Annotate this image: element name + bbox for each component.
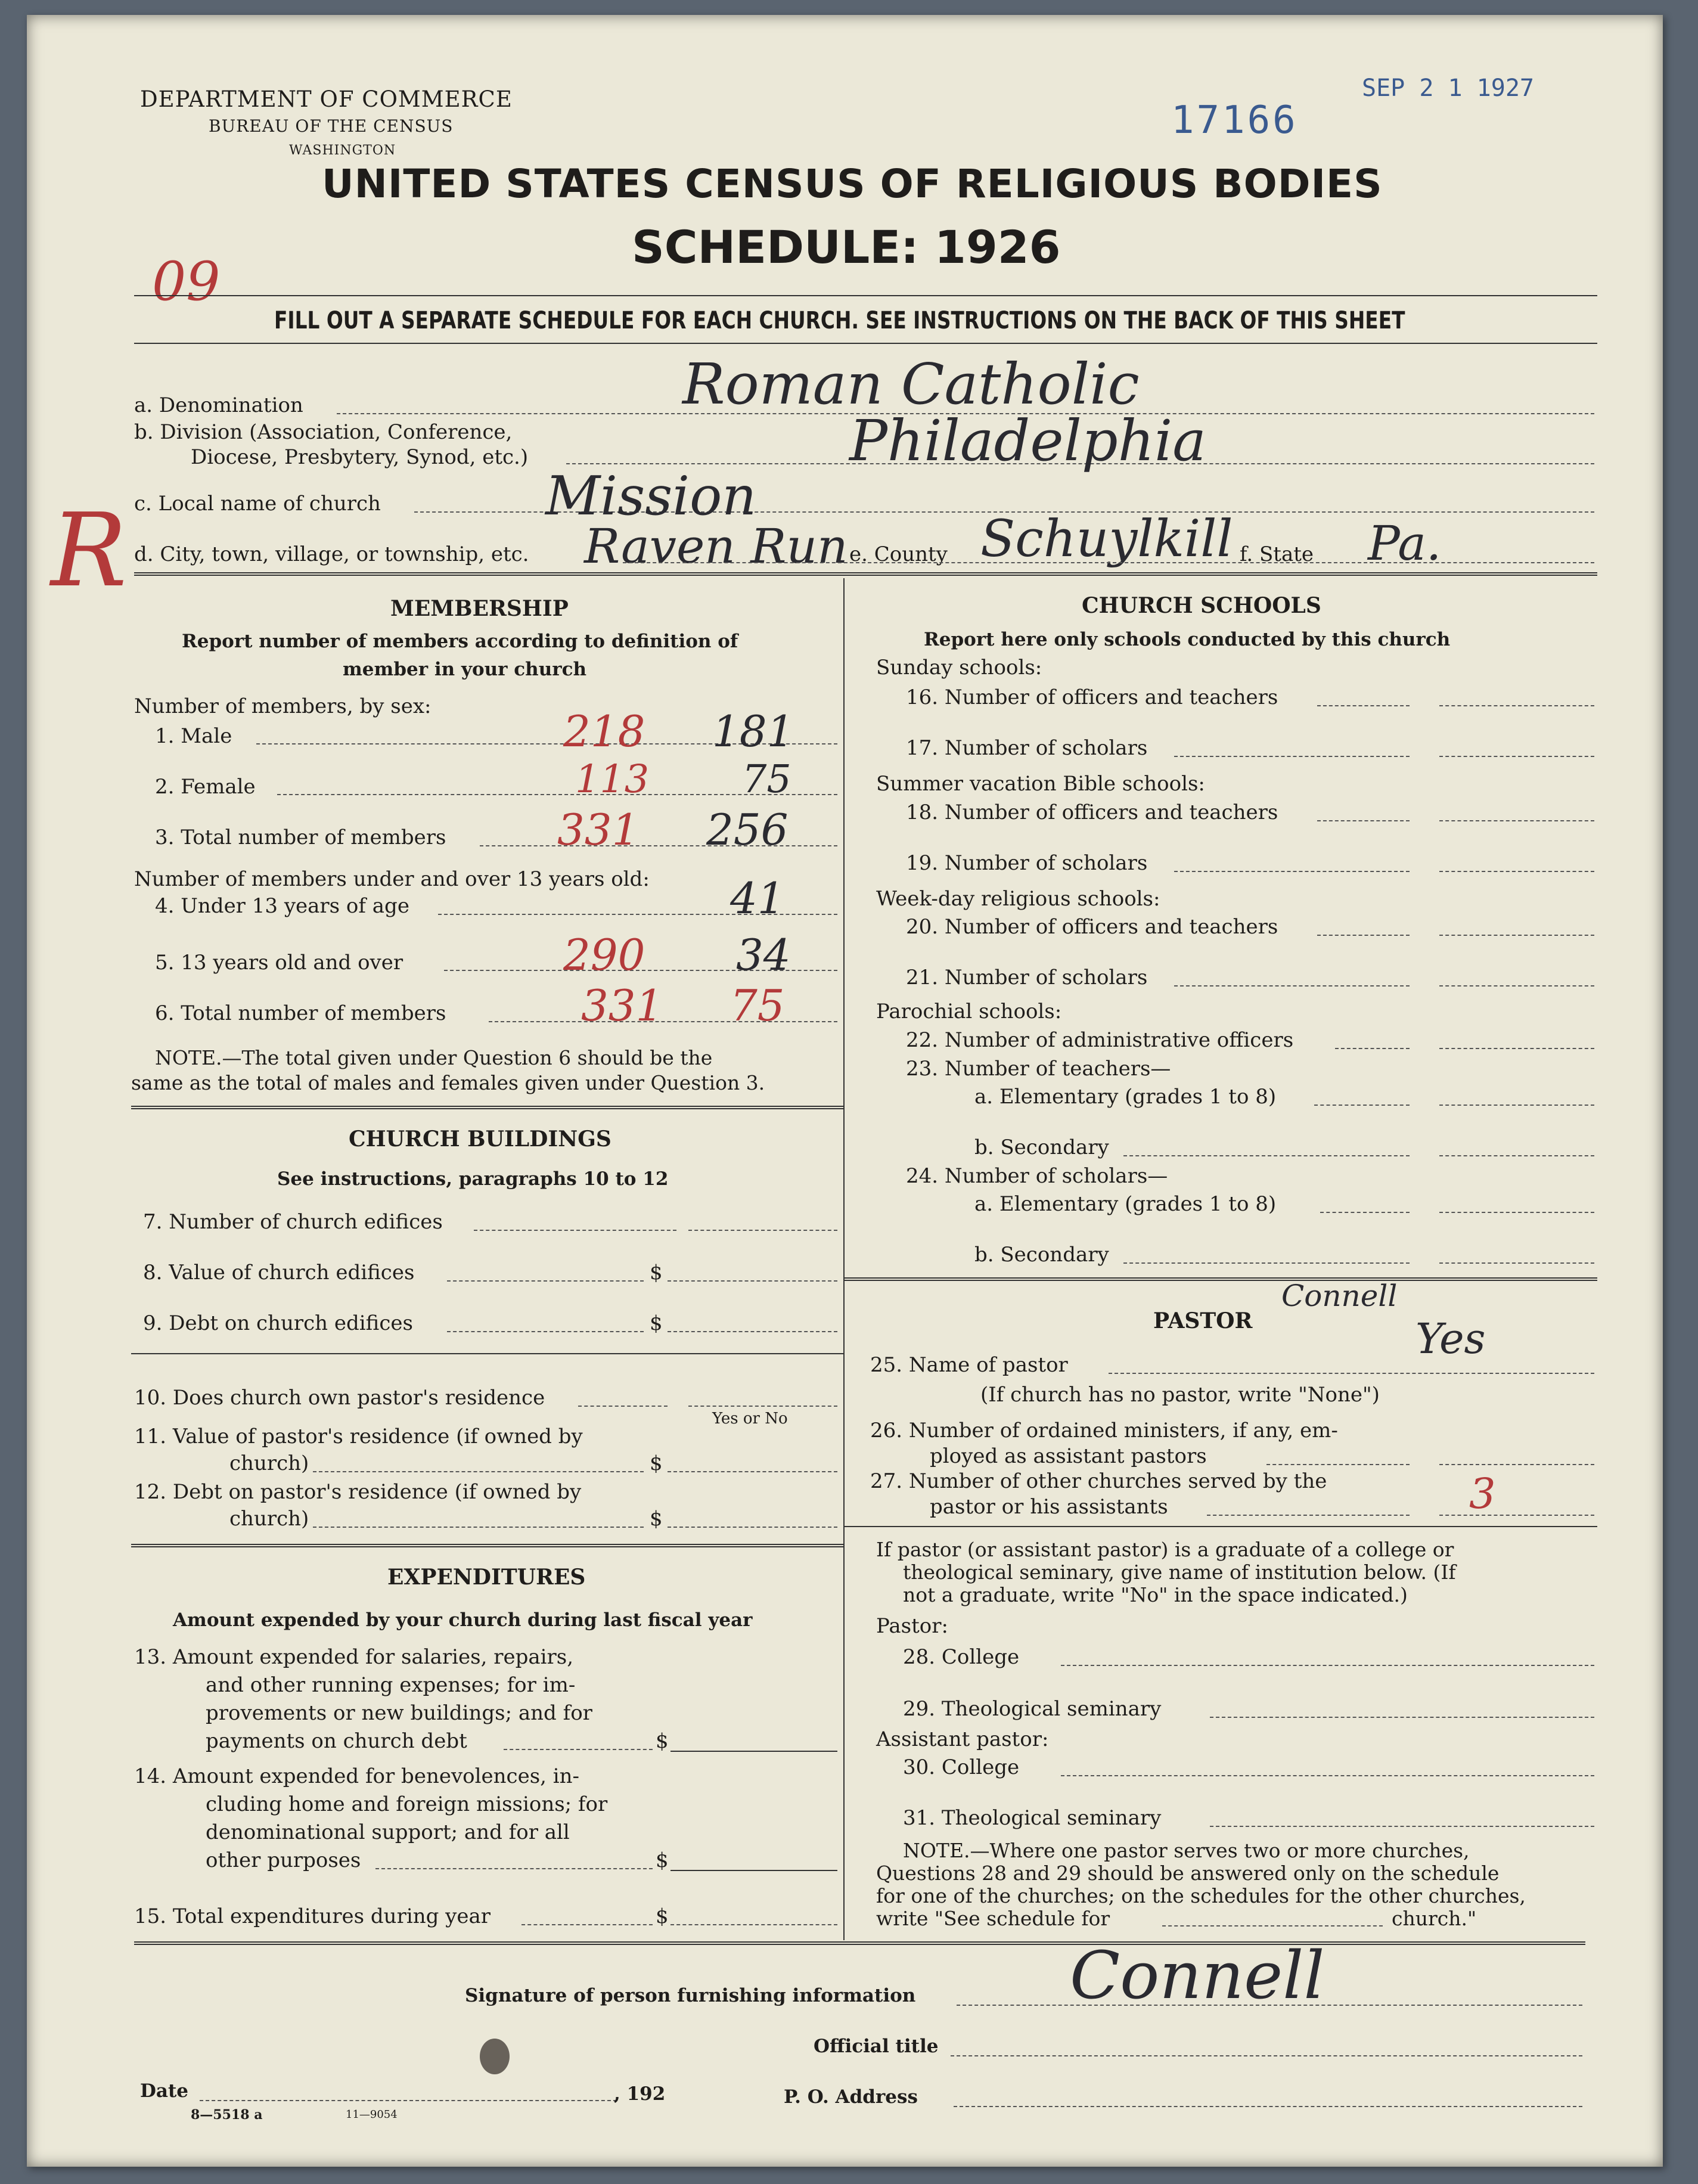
graduate-note: If pastor (or assistant pastor) is a graduate of a college or [876,1538,1454,1561]
q28-label: 28. College [903,1645,1020,1669]
q2-value-b: 75 [742,757,791,802]
expenditures-sub: Amount expended by your church during last fiscal year [173,1609,753,1631]
fill-line [1109,1373,1594,1374]
fill-line [1317,820,1410,821]
county-value: Schuylkill [980,510,1233,569]
po-address-label: P. O. Address [784,2086,918,2108]
church-name-value: Mission [545,465,757,528]
q12-label: 12. Debt on pastor's residence (if owned by [134,1480,582,1504]
double-rule [134,1941,1585,1945]
fill-line [313,1527,644,1528]
q6-value-a: 331 [581,981,663,1031]
pastor-note: NOTE.—Where one pastor serves two or more churches, [903,1839,1470,1862]
q25-note: (If church has no pastor, write "None") [980,1383,1380,1407]
sunday-label: Sunday schools: [876,656,1042,680]
q24-label: 24. Number of scholars— [906,1164,1168,1188]
answer-line [688,1406,837,1407]
graduate-note-3: not a graduate, write "No" in the space indicated.) [903,1583,1408,1606]
yes-no-hint: Yes or No [712,1410,788,1428]
answer-line [1439,820,1594,821]
fill-line [1174,871,1410,872]
rule [134,343,1597,344]
q5-label: 5. 13 years old and over [155,951,403,975]
q13-label-4: payments on church debt [206,1729,467,1753]
answer-line [1439,871,1594,872]
state-label: f. State [1240,542,1314,566]
census-schedule-sheet [27,15,1663,2167]
dollar-sign: $ [650,1451,663,1475]
city-town-value: Raven Run [584,519,848,574]
q1-value-a: 218 [563,706,645,756]
membership-note-2: same as the total of males and females given under Question 3. [131,1071,765,1094]
fill-line [447,1331,644,1332]
fill-line [1174,985,1410,986]
q23b-label: b. Secondary [974,1136,1109,1159]
answer-line [668,1280,837,1282]
answer-line [670,1870,837,1871]
pastor-note-3: for one of the churches; on the schedules for the other churches, [876,1884,1526,1907]
answer-line [1439,935,1594,936]
q18-label: 18. Number of officers and teachers [906,801,1278,824]
expenditures-heading: EXPENDITURES [387,1565,586,1590]
membership-sub: Report number of members according to definition of [182,631,738,652]
fill-line [474,1230,676,1231]
fill-line [375,1868,653,1869]
graduate-note-2: theological seminary, give name of institution below. (If [903,1561,1456,1584]
fill-line [1123,1155,1410,1156]
answer-line [1439,1048,1594,1049]
answer-line [1439,1155,1594,1156]
q31-label: 31. Theological seminary [903,1806,1162,1830]
q15-label: 15. Total expenditures during year [134,1904,491,1928]
schools-heading: CHURCH SCHOOLS [1082,593,1321,618]
q8-label: 8. Value of church edifices [143,1261,415,1285]
fill-line [313,1471,644,1472]
q27-label-2: pastor or his assistants [930,1495,1168,1519]
fill-line [1210,1717,1594,1718]
q5-value-a: 290 [563,930,645,980]
answer-line [1439,1262,1594,1264]
pastor-note-2: Questions 28 and 29 should be answered only on the schedule [876,1862,1500,1885]
q10-label: 10. Does church own pastor's residence [134,1386,545,1410]
fill-line [1061,1665,1594,1666]
church-name-label: c. Local name of church [134,492,381,516]
fill-line [1210,1826,1594,1827]
q14-label: 14. Amount expended for benevolences, in- [134,1764,580,1788]
q4-value-b: 41 [730,873,785,923]
rule [134,295,1597,296]
print-number: 11—9054 [346,2108,398,2121]
answer-line [668,1331,837,1332]
po-address-line [954,2106,1582,2107]
q23-label: 23. Number of teachers— [906,1057,1171,1081]
fill-line [578,1406,668,1407]
schedule-title: SCHEDULE: 1926 [632,221,1061,274]
q23a-label: a. Elementary (grades 1 to 8) [974,1085,1277,1109]
denomination-value: Roman Catholic [682,352,1140,417]
fill-line [1174,756,1410,757]
date-label: Date [140,2080,189,2102]
pastor-name-value: Connell [1281,1279,1398,1313]
state-value: Pa. [1368,516,1442,571]
membership-note: NOTE.—The total given under Question 6 should be the [155,1046,713,1069]
membership-sub-2: member in your church [343,659,587,680]
answer-line [1439,756,1594,757]
fill-line [1317,935,1410,936]
buildings-heading: CHURCH BUILDINGS [349,1127,611,1152]
stamp-number: 17166 [1171,98,1298,142]
dollar-sign: $ [656,1729,669,1753]
official-title-line [951,2055,1582,2056]
fill-line [1061,1775,1594,1776]
division-value: Philadelphia [849,408,1206,474]
q30-label: 30. College [903,1755,1020,1779]
fill-line [489,1021,837,1022]
q27-label: 27. Number of other churches served by the [870,1469,1327,1493]
q6-label: 6. Total number of members [155,1001,446,1025]
q17-label: 17. Number of scholars [906,736,1148,760]
double-rule [843,1277,1597,1281]
dollar-sign: $ [650,1507,663,1531]
q11-label: 11. Value of pastor's residence (if owned by [134,1425,583,1448]
q22-label: 22. Number of administrative officers [906,1028,1294,1052]
q13-label-2: and other running expenses; for im- [206,1673,576,1697]
signature-value: Connell [1070,1937,1325,2014]
dollar-sign: $ [650,1311,663,1335]
answer-line [668,1471,837,1472]
schools-sub: Report here only schools conducted by this church [924,629,1451,650]
q2-value-a: 113 [575,757,650,802]
q12-label-2: church) [229,1507,309,1531]
fill-line [1207,1515,1410,1516]
fill-line [521,1924,653,1925]
dollar-sign: $ [656,1848,669,1872]
pastor-sub-label: Pastor: [876,1614,948,1638]
margin-code: 09 [152,250,221,313]
q16-label: 16. Number of officers and teachers [906,685,1278,709]
rule [843,1526,1597,1527]
answer-line [670,1924,837,1925]
q27-value: 3 [1469,1469,1496,1518]
q24b-label: b. Secondary [974,1243,1109,1267]
q13-label-3: provements or new buildings; and for [206,1701,592,1725]
margin-letter: R [51,492,127,610]
pastor-mark: Yes [1415,1314,1486,1363]
form-number: 8—5518 a [191,2107,263,2123]
official-title-label: Official title [814,2036,939,2057]
answer-line [1439,705,1594,706]
membership-heading: MEMBERSHIP [390,596,569,621]
q29-label: 29. Theological seminary [903,1697,1162,1721]
q25-label: 25. Name of pastor [870,1353,1068,1377]
by-sex-label: Number of members, by sex: [134,694,432,718]
q3-value-b: 256 [706,805,789,855]
column-divider [843,578,845,1940]
q2-label: 2. Female [155,775,256,799]
answer-line [1439,1212,1594,1213]
q20-label: 20. Number of officers and teachers [906,915,1278,939]
fill-line [1123,1262,1410,1264]
q7-label: 7. Number of church edifices [143,1210,443,1234]
double-rule [134,572,1597,576]
q24a-label: a. Elementary (grades 1 to 8) [974,1192,1277,1216]
fill-line [504,1749,653,1750]
dollar-sign: $ [656,1904,669,1928]
summer-label: Summer vacation Bible schools: [876,772,1205,796]
q3-label: 3. Total number of members [155,826,446,849]
q26-label-2: ployed as assistant pastors [930,1444,1207,1468]
parochial-label: Parochial schools: [876,1000,1062,1023]
q14-label-2: cluding home and foreign missions; for [206,1792,608,1816]
q21-label: 21. Number of scholars [906,966,1148,989]
q3-value-a: 331 [557,805,640,855]
county-label: e. County [849,542,948,566]
double-rule [131,1544,843,1547]
city-label: WASHINGTON [289,143,396,158]
q9-label: 9. Debt on church edifices [143,1311,413,1335]
form-title: UNITED STATES CENSUS OF RELIGIOUS BODIES [322,161,1383,207]
fill-line [1335,1048,1410,1049]
assistant-sub-label: Assistant pastor: [876,1727,1049,1751]
weekday-label: Week-day religious schools: [876,887,1160,911]
answer-line [688,1230,837,1231]
bureau-label: BUREAU OF THE CENSUS [209,116,454,136]
rule [131,1353,843,1354]
age-label: Number of members under and over 13 years old: [134,867,650,891]
fill-line [1266,1464,1410,1465]
fill-line [1314,1105,1410,1106]
ink-blot [480,2039,510,2074]
q4-label: 4. Under 13 years of age [155,894,409,918]
answer-line [670,1751,837,1752]
pastor-heading: PASTOR [1153,1308,1253,1333]
department-label: DEPARTMENT OF COMMERCE [140,86,513,112]
fill-line [1317,705,1410,706]
q1-value-b: 181 [712,706,794,756]
q14-label-4: other purposes [206,1848,361,1872]
buildings-sub: See instructions, paragraphs 10 to 12 [277,1168,669,1190]
instruction-line: FILL OUT A SEPARATE SCHEDULE FOR EACH CHURCH. SEE INSTRUCTIONS ON THE BACK OF THIS SHEET [274,307,1405,334]
stamp-date: SEP 2 1 1927 [1362,75,1534,102]
fill-line [623,562,1594,563]
answer-line [1439,1515,1594,1516]
dollar-sign: $ [650,1261,663,1285]
city-town-label: d. City, town, village, or township, etc. [134,542,529,566]
pastor-note-4: write "See schedule for [876,1907,1110,1930]
pastor-note-5: church." [1392,1907,1477,1930]
signature-label: Signature of person furnishing information [465,1985,916,2006]
fill-line [1320,1212,1410,1213]
division-label: b. Division (Association, Conference, [134,420,513,444]
date-line [200,2100,617,2101]
fill-line [447,1280,644,1282]
q11-label-2: church) [229,1451,309,1475]
answer-line [1439,985,1594,986]
answer-line [668,1527,837,1528]
q14-label-3: denominational support; and for all [206,1820,570,1844]
q13-label: 13. Amount expended for salaries, repairs, [134,1645,574,1669]
division-label-2: Diocese, Presbytery, Synod, etc.) [191,445,529,469]
q5-value-b: 34 [736,930,791,980]
q19-label: 19. Number of scholars [906,851,1148,875]
fill-line [1162,1925,1383,1926]
answer-line [1439,1464,1594,1465]
q1-label: 1. Male [155,724,232,748]
year-label: , 192 [614,2083,666,2105]
denomination-label: a. Denomination [134,393,303,417]
q6-value-b: 75 [730,981,785,1031]
answer-line [1439,1105,1594,1106]
double-rule [131,1106,843,1109]
q26-label: 26. Number of ordained ministers, if any, em- [870,1419,1338,1442]
